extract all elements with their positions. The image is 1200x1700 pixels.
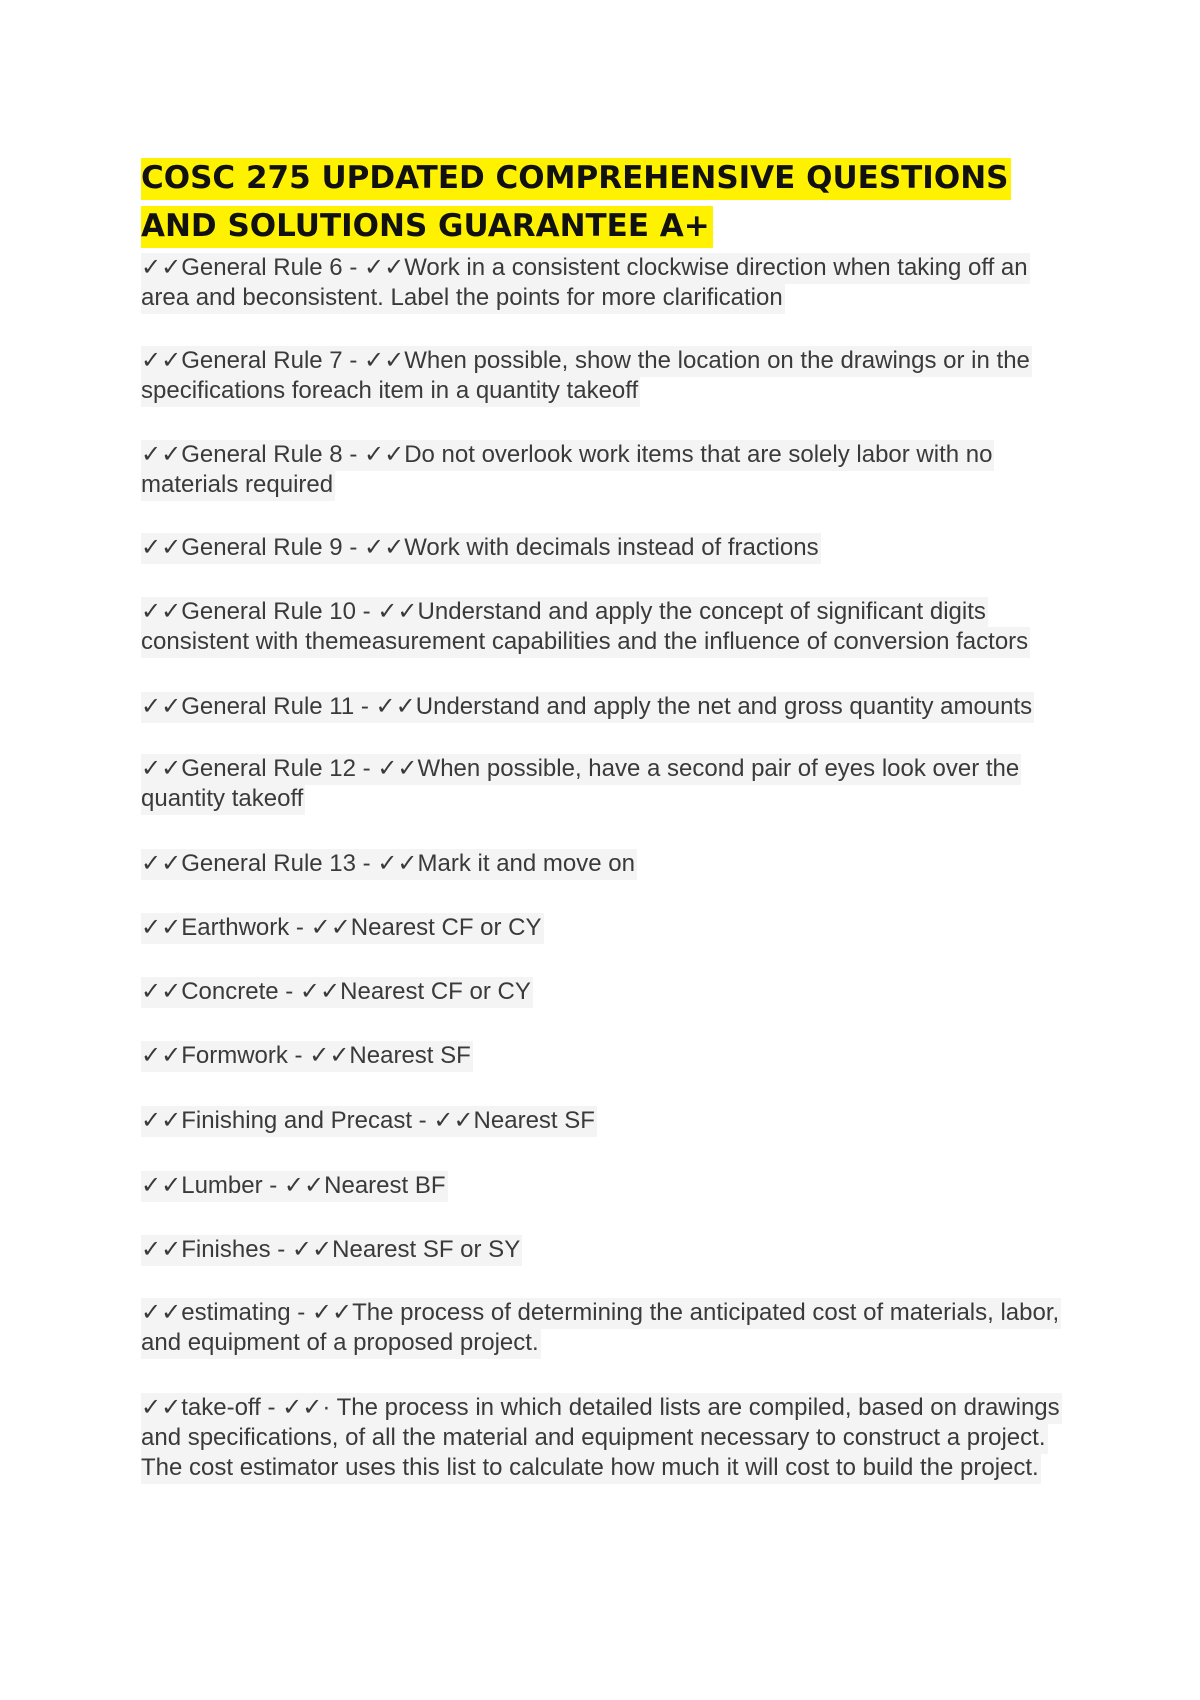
entry-text: ✓✓General Rule 13 - ✓✓Mark it and move on — [141, 849, 637, 880]
entry-general-rule-11 — [141, 692, 1061, 722]
document-title — [141, 154, 1021, 250]
entry-general-rule-6 — [141, 253, 1061, 313]
entry-general-rule-7 — [141, 346, 1061, 406]
entry-text: ✓✓Earthwork - ✓✓Nearest CF or CY — [141, 913, 544, 944]
entry-estimating — [141, 1298, 1061, 1358]
entry-text: ✓✓General Rule 11 - ✓✓Understand and apply the net and gross quantity amounts — [141, 692, 1034, 723]
entry-earthwork — [141, 913, 1061, 943]
entry-text: ✓✓General Rule 8 - ✓✓Do not overlook work items that are solely labor with no materials required — [141, 440, 994, 501]
entry-text: ✓✓General Rule 10 - ✓✓Understand and apply the concept of significant digits consistent with themeasurement capabilities and the influence of conversion factors — [141, 597, 1030, 658]
entry-text: ✓✓General Rule 7 - ✓✓When possible, show the location on the drawings or in the specifications foreach item in a quantity takeoff — [141, 346, 1032, 407]
entry-text: ✓✓General Rule 9 - ✓✓Work with decimals instead of fractions — [141, 533, 821, 564]
entry-text: ✓✓estimating - ✓✓The process of determining the anticipated cost of materials, labor, and equipment of a proposed project. — [141, 1298, 1061, 1359]
entry-take-off — [141, 1393, 1061, 1483]
entry-text: ✓✓Finishing and Precast - ✓✓Nearest SF — [141, 1106, 597, 1137]
entry-general-rule-13 — [141, 849, 1061, 879]
entry-general-rule-10 — [141, 597, 1061, 657]
entry-finishing-and-precast — [141, 1106, 1061, 1136]
entry-text: ✓✓Concrete - ✓✓Nearest CF or CY — [141, 977, 533, 1008]
entry-general-rule-8 — [141, 440, 1061, 500]
entry-text: ✓✓Formwork - ✓✓Nearest SF — [141, 1041, 473, 1072]
entry-general-rule-9 — [141, 533, 1061, 563]
entry-concrete — [141, 977, 1061, 1007]
entry-text: ✓✓take-off - ✓✓· The process in which detailed lists are compiled, based on drawings and specifications, of all the material and equipment necessary to construct a project. The cost estimator uses this list to calculate how much it will cost to build the project. — [141, 1393, 1062, 1484]
document-title-text: COSC 275 UPDATED COMPREHENSIVE QUESTIONS AND SOLUTIONS GUARANTEE A+ — [141, 158, 1011, 248]
entry-text: ✓✓Finishes - ✓✓Nearest SF or SY — [141, 1235, 522, 1266]
entry-lumber — [141, 1171, 1061, 1201]
entry-formwork — [141, 1041, 1061, 1071]
entry-text: ✓✓General Rule 12 - ✓✓When possible, have a second pair of eyes look over the quantity takeoff — [141, 754, 1021, 815]
entry-general-rule-12 — [141, 754, 1061, 814]
entry-finishes — [141, 1235, 1061, 1265]
entry-text: ✓✓Lumber - ✓✓Nearest BF — [141, 1171, 448, 1202]
entry-text: ✓✓General Rule 6 - ✓✓Work in a consistent clockwise direction when taking off an area and beconsistent. Label the points for more clarification — [141, 253, 1030, 314]
